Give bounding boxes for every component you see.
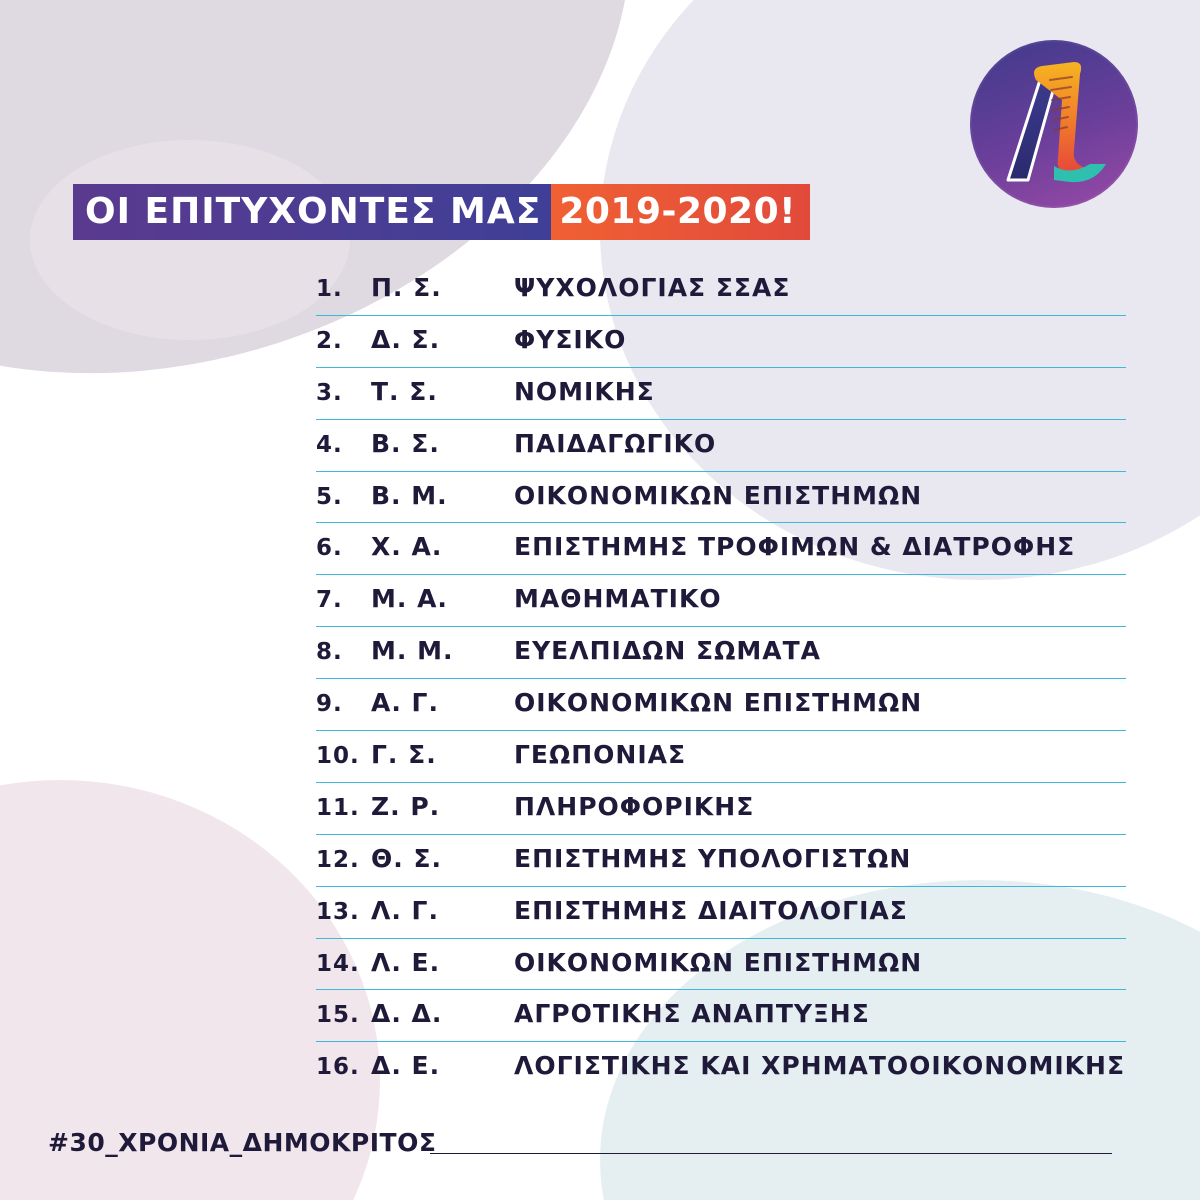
letter-a-scroll-logo-icon — [970, 40, 1138, 208]
department-name: ΨΥΧΟΛΟΓΙΑΣ ΣΣΑΣ — [514, 273, 791, 302]
student-initials: Δ. Ε. — [371, 1051, 441, 1081]
list-item — [316, 679, 1126, 731]
result-number: 9. — [316, 691, 343, 718]
student-initials: Δ. Δ. — [371, 999, 443, 1029]
department-name: ΦΥΣΙΚΟ — [514, 324, 627, 354]
department-name: ΠΑΙΔΑΓΩΓΙΚΟ — [514, 428, 717, 458]
list-item — [316, 316, 1126, 368]
list-item — [316, 472, 1126, 524]
result-number: 14. — [316, 950, 360, 977]
list-item — [316, 420, 1126, 472]
department-name: ΓΕΩΠΟΝΙΑΣ — [514, 740, 687, 770]
student-initials: Λ. Γ. — [371, 895, 439, 925]
department-name: ΕΠΙΣΤΗΜΗΣ ΔΙΑΙΤΟΛΟΓΙΑΣ — [514, 895, 908, 925]
result-number: 7. — [316, 587, 343, 614]
student-initials: Χ. Α. — [371, 532, 443, 562]
list-item — [316, 835, 1126, 887]
student-initials: Ζ. Ρ. — [371, 791, 441, 821]
student-initials: Μ. Α. — [371, 584, 448, 614]
student-initials: Δ. Σ. — [371, 324, 441, 354]
department-name: ΛΟΓΙΣΤΙΚΗΣ ΚΑΙ ΧΡΗΜΑΤΟΟΙΚΟΝΟΜΙΚΗΣ — [514, 1051, 1126, 1081]
department-name: ΟΙΚΟΝΟΜΙΚΩΝ ΕΠΙΣΤΗΜΩΝ — [514, 947, 923, 977]
student-initials: Β. Μ. — [371, 480, 448, 510]
footer-divider — [430, 1153, 1112, 1154]
department-name: ΕΠΙΣΤΗΜΗΣ ΥΠΟΛΟΓΙΣΤΩΝ — [514, 843, 912, 873]
year-badge: 2019-2020! — [551, 184, 810, 240]
result-number: 5. — [316, 483, 343, 510]
department-name: ΕΥΕΛΠΙΔΩΝ ΣΩΜΑΤΑ — [514, 636, 822, 666]
result-number: 6. — [316, 535, 343, 562]
list-item — [316, 264, 1126, 316]
department-name: ΑΓΡΟΤΙΚΗΣ ΑΝΑΠΤΥΞΗΣ — [514, 999, 870, 1029]
page-title — [73, 184, 810, 240]
department-name: ΠΛΗΡΟΦΟΡΙΚΗΣ — [514, 791, 755, 821]
student-initials: Γ. Σ. — [371, 740, 437, 770]
result-number: 15. — [316, 1002, 360, 1029]
results-list — [316, 264, 1126, 1094]
department-name: ΜΑΘΗΜΑΤΙΚΟ — [514, 584, 722, 614]
list-item — [316, 368, 1126, 420]
result-number: 1. — [316, 276, 343, 302]
student-initials: Λ. Ε. — [371, 947, 441, 977]
department-name: ΝΟΜΙΚΗΣ — [514, 376, 655, 406]
result-number: 8. — [316, 639, 343, 666]
student-initials: Α. Γ. — [371, 688, 439, 718]
list-item — [316, 783, 1126, 835]
result-number: 13. — [316, 898, 360, 925]
result-number: 2. — [316, 327, 343, 354]
list-item — [316, 1042, 1126, 1094]
hashtag-text: #30_ΧΡΟΝΙΑ_ΔΗΜΟΚΡΙΤΟΣ — [48, 1128, 437, 1157]
department-name: ΟΙΚΟΝΟΜΙΚΩΝ ΕΠΙΣΤΗΜΩΝ — [514, 688, 923, 718]
list-item — [316, 523, 1126, 575]
student-initials: Θ. Σ. — [371, 843, 443, 873]
student-initials: Τ. Σ. — [371, 376, 438, 406]
result-number: 11. — [316, 794, 360, 821]
student-initials: Β. Σ. — [371, 428, 440, 458]
result-number: 16. — [316, 1054, 360, 1081]
list-item — [316, 731, 1126, 783]
result-number: 12. — [316, 846, 360, 873]
list-item — [316, 990, 1126, 1042]
list-item — [316, 627, 1126, 679]
department-name: ΟΙΚΟΝΟΜΙΚΩΝ ΕΠΙΣΤΗΜΩΝ — [514, 480, 923, 510]
background-shape — [30, 140, 350, 340]
list-item — [316, 939, 1126, 991]
result-number: 10. — [316, 743, 360, 770]
list-item — [316, 887, 1126, 939]
student-initials: Μ. Μ. — [371, 636, 454, 666]
department-name: ΕΠΙΣΤΗΜΗΣ ΤΡΟΦΙΜΩΝ & ΔΙΑΤΡΟΦΗΣ — [514, 532, 1076, 562]
result-number: 3. — [316, 379, 343, 406]
title-text: ΟΙ ΕΠΙΤΥΧΟΝΤΕΣ ΜΑΣ — [73, 184, 551, 240]
result-number: 4. — [316, 431, 343, 458]
list-item — [316, 575, 1126, 627]
student-initials: Π. Σ. — [371, 273, 442, 302]
